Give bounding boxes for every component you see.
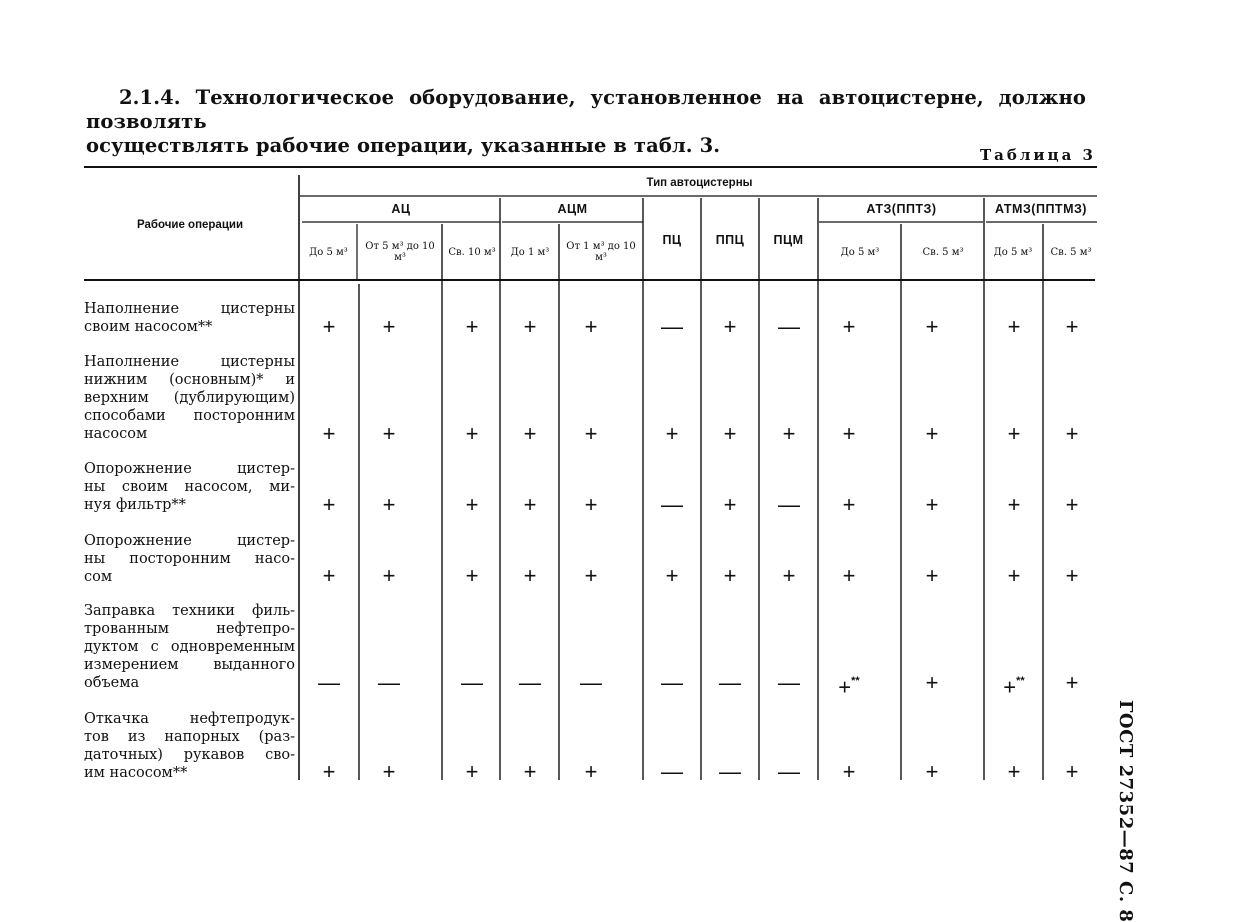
value-cell: + [1065,759,1079,784]
group-acm: АЦМ [557,201,588,216]
sub-atmz-2: Св. 5 м³ [1050,246,1092,258]
group-pcm: ПЦМ [773,232,804,247]
value-cell: + [523,759,537,784]
value-cell: + [382,563,396,588]
group-atz: АТЗ(ППТЗ) [866,201,937,216]
value-cell: + [382,421,396,446]
value-cell: — [461,670,483,695]
value-cell: + [782,563,796,588]
value-cell: + [382,314,396,339]
value-cell: — [661,670,683,695]
value-cell: + [322,492,336,517]
group-ac: АЦ [391,201,411,216]
operation-line: сом [84,569,113,585]
value-cell: + [584,759,598,784]
value-cell: — [661,492,683,517]
value-cell: + [925,314,939,339]
operation-line: Наполнение цистерны [84,301,295,317]
value-cell: — [580,670,602,695]
operation-line: им насосом** [84,765,188,781]
value-cell: + [723,492,737,517]
value-cell: + [382,759,396,784]
value-cell: + [842,759,856,784]
value-cell: + [322,314,336,339]
footnote-mark: ** [851,675,860,687]
value-cell: + [523,421,537,446]
value-cell: + [1007,563,1021,588]
operation-row-1 [84,300,295,336]
value-cell: + [322,759,336,784]
operation-row-4 [84,532,295,586]
value-cell: + [465,563,479,588]
value-cell: — [719,670,741,695]
value-cell: + [782,421,796,446]
sub-acm-1: До 1 м³ [510,246,550,258]
operations-header: Рабочие операции [136,218,244,231]
operation-line: измерением выданного [84,657,295,673]
operation-line: способами посторонним [84,408,295,424]
value-cell: — [778,314,800,339]
operation-line: нуя фильтр** [84,497,186,513]
value-cell: — [778,759,800,784]
value-cell: + [842,492,856,517]
footnote-mark: ** [1016,675,1025,687]
group-pc: ПЦ [662,232,682,247]
value-cell: — [778,492,800,517]
value-cell: + [925,759,939,784]
operation-line: тов из напорных (раз- [84,729,295,745]
value-cell: + [1007,421,1021,446]
value-cell: + [723,314,737,339]
operation-line: Опорожнение цистер- [84,533,295,549]
table-caption: Таблица 3 [979,146,1096,164]
operation-line: дуктом с одновременным [84,639,295,655]
value-cell: + [1065,492,1079,517]
value-cell: +** [1003,674,1025,700]
operation-line: насосом [84,426,148,442]
value-cell: + [523,314,537,339]
value-cell: + [842,314,856,339]
operation-line: трованным нефтепро- [84,621,295,637]
value-cell: — [778,670,800,695]
group-ppc: ППЦ [715,232,745,247]
value-cell: + [723,421,737,446]
value-cell: — [378,670,400,695]
value-cell: — [719,759,741,784]
value-cell: + [523,563,537,588]
operation-line: объема [84,675,140,691]
value-cell: + [465,314,479,339]
value-cell: + [842,421,856,446]
page-side-label: ГОСТ 27352—87 С. 8 [1115,700,1136,922]
value-cell: + [1065,670,1079,695]
value-cell: + [382,492,396,517]
value-cell: + [1007,759,1021,784]
operation-line: даточных) рукавов сво- [84,747,295,763]
value-cell: + [465,492,479,517]
operation-line: Заправка техники филь- [84,603,295,619]
value-cell: + [1007,492,1021,517]
operation-row-6 [84,710,295,782]
value-cell: + [925,563,939,588]
value-cell: + [665,421,679,446]
operation-row-3 [84,460,295,514]
operation-line: верхним (дублирующим) [84,390,295,406]
operation-line: ны своим насосом, ми- [84,479,295,495]
value-cell: + [1065,421,1079,446]
operation-row-2 [84,353,295,443]
value-cell: + [322,421,336,446]
type-header: Тип автоцистерны [646,176,753,189]
value-cell: + [925,421,939,446]
value-cell: + [584,563,598,588]
value-cell: + [1065,563,1079,588]
operation-line: Опорожнение цистер- [84,461,295,477]
sub-atz-2: Св. 5 м³ [922,246,964,258]
value-cell: + [465,421,479,446]
operation-line: своим насосом** [84,319,213,335]
value-cell: + [723,563,737,588]
value-cell: + [842,563,856,588]
group-atmz: АТМЗ(ППТМЗ) [995,201,1087,216]
value-cell: + [1007,314,1021,339]
value-cell: + [523,492,537,517]
value-cell: + [925,670,939,695]
sub-acm-2: От 1 м³ до 10 м³ [566,241,636,263]
operation-line: Наполнение цистерны [84,354,295,370]
value-cell: + [584,421,598,446]
value-cell: + [322,563,336,588]
value-cell: + [1065,314,1079,339]
sub-ac-3: Св. 10 м³ [448,246,496,258]
value-cell: + [465,759,479,784]
operation-line: нижним (основным)* и [84,372,295,388]
value-cell: — [661,759,683,784]
value-cell: + [925,492,939,517]
intro-line-1: 2.1.4. Технологическое оборудование, установленное на автоцистерне, должно позволять [86,86,1086,133]
value-cell: — [661,314,683,339]
sub-ac-2: От 5 м³ до 10 м³ [365,241,435,263]
sub-atz-1: До 5 м³ [840,246,880,258]
value-cell: — [318,670,340,695]
value-cell: + [584,314,598,339]
value-cell: — [519,670,541,695]
intro-line-2: осуществлять рабочие операции, указанные в табл. 3. [86,134,721,157]
operation-row-5 [84,602,295,692]
value-cell: + [665,563,679,588]
sub-ac-1: До 5 м³ [309,246,348,258]
operation-line: Откачка нефтепродук- [84,711,295,727]
operation-line: ны посторонним насо- [84,551,295,567]
value-cell: + [584,492,598,517]
value-cell: +** [838,674,860,700]
sub-atmz-1: До 5 м³ [993,246,1033,258]
